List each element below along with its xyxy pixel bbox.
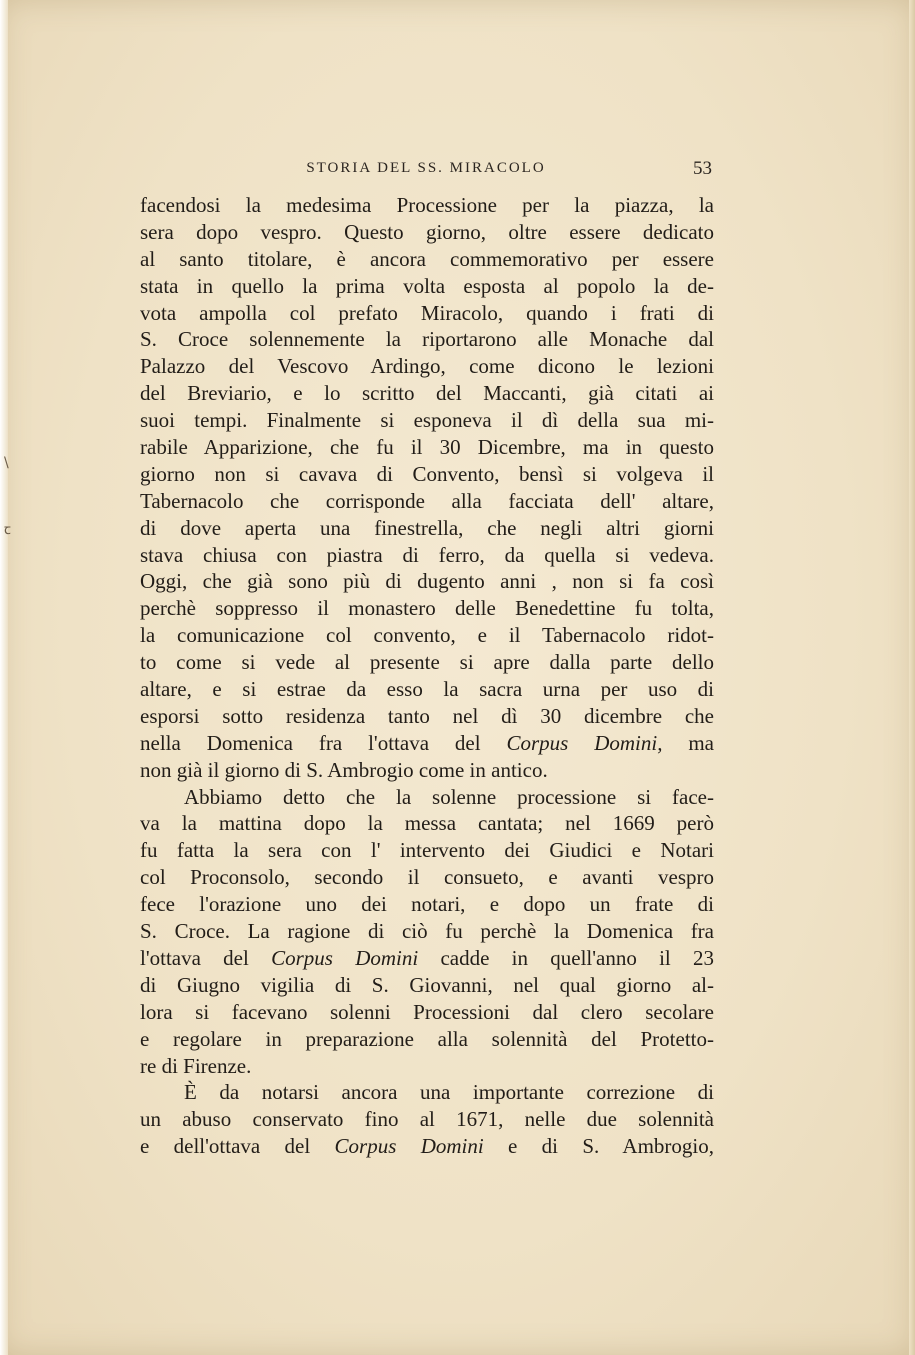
text-line: S. Croce solennemente la riportarono alle Monache dal [140,327,714,352]
text-line: Oggi, che già sono più di dugento anni , non si fa così [140,569,714,594]
text-line: altare, e si estrae da esso la sacra urna per uso di [140,677,714,702]
text-line: sera dopo vespro. Questo giorno, oltre essere dedicato [140,219,714,244]
text-line: va la mattina dopo la messa cantata; nel 1669 però [140,811,714,836]
text-line: del Breviario, e lo scritto del Maccanti, già citati ai [140,381,714,406]
running-head [140,160,712,184]
text-run: nella Domenica fra l'ottava del [140,730,507,755]
body-text [140,192,714,1160]
text-line: perchè soppresso il monastero delle Benedettine fu tolta, [140,596,714,621]
text-line: Palazzo del Vescovo Ardingo, come dicono le lezioni [140,354,714,379]
text-line [140,730,714,757]
text-run: ma [662,730,714,755]
text-line [140,1133,714,1160]
text-line: re di Firenze. [140,1053,252,1078]
text-line: vota ampolla col prefato Miracolo, quando i frati di [140,300,714,325]
text-line: suoi tempi. Finalmente si esponeva il dì della sua mi- [140,408,714,433]
text-line: col Proconsolo, secondo il consueto, e avanti vespro [140,865,714,890]
text-line: lora si facevano solenni Processioni dal clero secolare [140,999,714,1024]
text-line: Abbiamo detto che la solenne processione si face- [184,784,714,809]
margin-mark: ꞇ [4,522,11,538]
text-line: e regolare in preparazione alla solennità del Protetto- [140,1026,714,1051]
text-line: un abuso conservato fino al 1671, nelle due solennità [140,1107,714,1132]
text-line [140,945,714,972]
text-line: esporsi sotto residenza tanto nel dì 30 dicembre che [140,703,714,728]
text-line: rabile Apparizione, che fu il 30 Dicembre, ma in questo [140,435,714,460]
text-line: la comunicazione col convento, e il Tabernacolo ridot- [140,623,714,648]
text-line: facendosi la medesima Processione per la piazza, la [140,193,714,217]
text-line: stata in quello la prima volta esposta al popolo la de- [140,273,714,298]
text-line: stava chiusa con piastra di ferro, da quella si vedeva. [140,542,714,567]
text-line: fu fatta la sera con l' intervento dei Giudici e Notari [140,838,714,863]
text-run: e di S. Ambrogio, [483,1134,714,1159]
text-run: e dell'ottava del [140,1134,335,1159]
text-line: al santo titolare, è ancora commemorativo per essere [140,246,714,271]
margin-mark: \ [4,455,9,471]
text-line: Tabernacolo che corrisponde alla facciata dell' altare, [140,488,714,513]
page-right-edge [909,0,915,1355]
text-line: non già il giorno di S. Ambrogio come in antico. [140,757,548,782]
text-line: È da notarsi ancora una importante correzione di [184,1080,714,1105]
page-left-edge [0,0,8,1355]
page-number: 53 [693,158,712,179]
italic-title: Corpus Domini [271,945,419,970]
text-line: fece l'orazione uno dei notari, e dopo un frate di [140,892,714,917]
text-line: to come si vede al presente si apre dalla parte dello [140,650,714,675]
text-run: cadde in quell'anno il 23 [418,945,715,970]
italic-title: Corpus Domini, [506,730,663,755]
text-line: di dove aperta una finestrella, che negli altri giorni [140,515,714,540]
running-title: STORIA DEL SS. MIRACOLO [306,160,546,176]
text-line: giorno non si cavava di Convento, bensì si volgeva il [140,461,714,486]
text-line: S. Croce. La ragione di ciò fu perchè la Domenica fra [140,919,714,944]
text-line: di Giugno vigilia di S. Giovanni, nel qual giorno al- [140,972,714,997]
italic-title: Corpus Domini [334,1134,484,1159]
text-run: l'ottava del [140,945,272,970]
